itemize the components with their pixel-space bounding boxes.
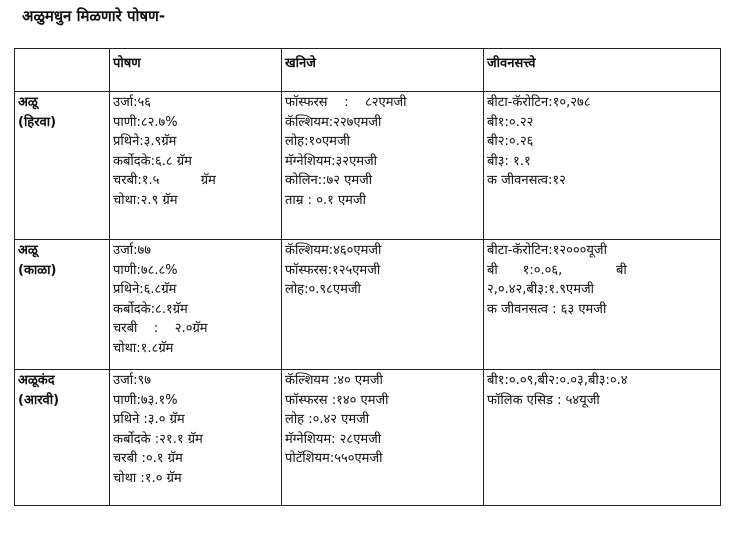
poshan-item: पाणी:८२.७%	[113, 114, 178, 130]
poshan-cell	[110, 370, 282, 506]
poshan-item: पाणी:७८.८%	[113, 262, 178, 278]
khanije-cell	[282, 240, 484, 370]
khanije-item: कॅल्शियम :४० एमजी	[285, 373, 383, 388]
header-cell-empty	[15, 49, 110, 92]
khanije-cell	[282, 370, 484, 506]
jivansatve-item: बीटा-कॅरोटिन:१२०००यूजी	[487, 243, 607, 258]
khanije-item: कोलिन::७२ एमजी	[285, 173, 373, 188]
khanije-item: लोह:०.९८एमजी	[285, 282, 361, 297]
jivansatve-item: क जीवनसत्व:१२	[487, 173, 566, 188]
poshan-item: चोथा:१.८ग्रॅम	[113, 340, 174, 356]
khanije-item: लोह :०.४२ एमजी	[285, 412, 370, 427]
poshan-item: चरबी :०.१ ग्रॅम	[113, 451, 183, 466]
poshan-item: उर्जा:९७	[113, 373, 152, 388]
jivansatve-item: बी२:०.२६	[487, 134, 534, 149]
poshan-item: कर्बोदके:८.१ग्रॅम	[113, 301, 188, 317]
jivansatve-item: बी१:०.२२	[487, 114, 534, 130]
poshan-item: कर्बोदके:६.८ ग्रॅम	[113, 153, 192, 169]
poshan-item: उर्जा:५६	[113, 95, 152, 110]
header-cell-jivansatve: जीवनसत्त्वे	[484, 49, 721, 92]
poshan-item: प्रथिने:३.९ग्रॅम	[113, 134, 177, 149]
row-name-cell	[15, 92, 110, 240]
khanije-cell	[282, 92, 484, 240]
khanije-item: फॉस्फरस : ८२एमजी	[285, 95, 407, 110]
khanije-item: ताम्र : ०.१ एमजी	[285, 192, 366, 208]
row-name-cell	[15, 240, 110, 370]
poshan-cell	[110, 92, 282, 240]
khanije-item: फॉस्फरस:१२५एमजी	[285, 262, 381, 278]
row-name-variant: (हिरवा)	[18, 114, 57, 130]
jivansatve-cell	[484, 370, 721, 506]
row-name-variant: (काळा)	[18, 262, 57, 278]
poshan-item: चोथा :१.० ग्रॅम	[113, 470, 182, 486]
khanije-item: मॅग्नेशियम:३२एमजी	[285, 153, 378, 169]
khanije-item: मॅग्नेशियम: २८एमजी	[285, 431, 382, 447]
row-name: अळूकंद	[18, 373, 55, 388]
jivansatve-item: क जीवनसत्व : ६३ एमजी	[487, 301, 607, 317]
poshan-item: चरबी:१.५ ग्रॅम	[113, 173, 216, 188]
poshan-item: प्रथिने :३.० ग्रॅम	[113, 412, 185, 427]
poshan-item: चोथा:२.९ ग्रॅम	[113, 192, 178, 208]
khanije-item: फॉस्फरस :१४० एमजी	[285, 392, 389, 408]
khanije-item: कॅल्शियम:२२७एमजी	[285, 114, 382, 130]
table-header-row	[15, 49, 721, 92]
header-cell-poshan: पोषण	[110, 49, 282, 92]
khanije-item: पोटॅशियम:५५०एमजी	[285, 451, 383, 466]
row-name: अळू	[18, 243, 38, 258]
poshan-item: कर्बोदके :२१.१ ग्रॅम	[113, 431, 203, 447]
poshan-item: चरबी : २.०ग्रॅम	[113, 321, 208, 336]
poshan-item: उर्जा:७७	[113, 243, 152, 258]
jivansatve-cell	[484, 240, 721, 370]
jivansatve-item: बी१:०.०९,बी२:०.०३,बी३:०.४	[487, 373, 628, 388]
nutrition-table	[14, 48, 721, 506]
khanije-item: कॅल्शियम:४६०एमजी	[285, 243, 382, 258]
poshan-item: प्रथिने:६.८ग्रॅम	[113, 282, 177, 297]
jivansatve-item: बी३: १.१	[487, 153, 531, 169]
jivansatve-item: फॉलिक एसिड : ५४यूजी	[487, 392, 600, 408]
jivansatve-item: २,०.४२,बी३:१.९एमजी	[487, 282, 594, 297]
table-row	[15, 370, 721, 506]
jivansatve-cell	[484, 92, 721, 240]
table-row	[15, 240, 721, 370]
poshan-cell	[110, 240, 282, 370]
header-cell-khanije: खनिजे	[282, 49, 484, 92]
poshan-item: पाणी:७३.१%	[113, 392, 178, 408]
row-name-cell	[15, 370, 110, 506]
jivansatve-item: बी १:०.०६, बी	[487, 262, 627, 278]
table-row	[15, 92, 721, 240]
row-name: अळू	[18, 95, 38, 110]
row-name-variant: (आरवी)	[18, 392, 60, 408]
page-heading: अळुमधुन मिळणारे पोषण-	[22, 7, 166, 25]
jivansatve-item: बीटा-कॅरोटिन:१०,२७८	[487, 95, 591, 110]
khanije-item: लोह:१०एमजी	[285, 134, 350, 149]
